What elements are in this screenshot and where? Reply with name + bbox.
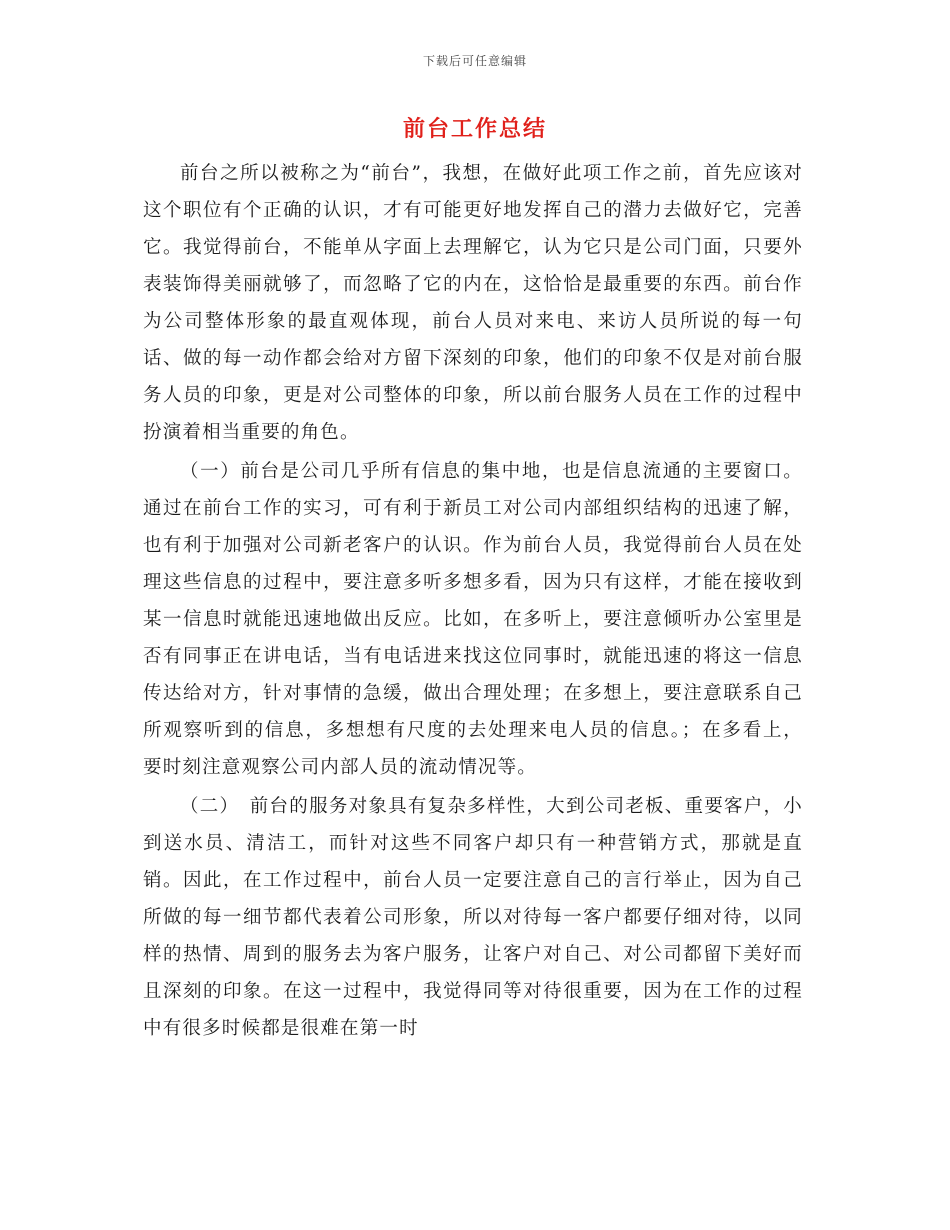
document-title: 前台工作总结: [402, 116, 547, 142]
document-body: [143, 155, 803, 1047]
header-note: 下载后可任意编辑: [422, 54, 527, 68]
paragraph-section-2: （二） 前台的服务对象具有复杂多样性，大到公司老板、重要客户，小到送水员、清洁工，而针对这些不同客户却只有一种营销方式，那就是直销。因此，在工作过程中，前台人员一定要注意自己的言行举止，因为自己所做的每一细节都代表着公司形象，所以对待每一客户都要仔细对待，以同样的热情、周到的服务去为客户服务，让客户对自己、对公司都留下美好而且深刻的印象。在这一过程中，我觉得同等对待很重要，因为在工作的过程中有很多时候都是很难在第一时: [143, 796, 803, 1039]
paragraph-intro: 前台之所以被称之为“前台”，我想，在做好此项工作之前，首先应该对这个职位有个正确的认识，才有可能更好地发挥自己的潜力去做好它，完善它。我觉得前台，不能单从字面上去理解它，认为它只是公司门面，只要外表装饰得美丽就够了，而忽略了它的内在，这恰恰是最重要的东西。前台作为公司整体形象的最直观体现，前台人员对来电、来访人员所说的每一句话、做的每一动作都会给对方留下深刻的印象，他们的印象不仅是对前台服务人员的印象，更是对公司整体的印象，所以前台服务人员在工作的过程中扮演着相当重要的角色。: [143, 163, 803, 443]
paragraph-section-1: （一）前台是公司几乎所有信息的集中地，也是信息流通的主要窗口。通过在前台工作的实习，可有利于新员工对公司内部组织结构的迅速了解，也有利于加强对公司新老客户的认识。作为前台人员，我觉得前台人员在处理这些信息的过程中，要注意多听多想多看，因为只有这样，才能在接收到某一信息时就能迅速地做出反应。比如，在多听上，要注意倾听办公室里是否有同事正在讲电话，当有电话进来找这位同事时，就能迅速的将这一信息传达给对方，针对事情的急缓，做出合理处理；在多想上，要注意联系自己所观察听到的信息，多想想有尺度的去处理来电人员的信息。；在多看上，要时刻注意观察公司内部人员的流动情况等。: [143, 461, 803, 778]
